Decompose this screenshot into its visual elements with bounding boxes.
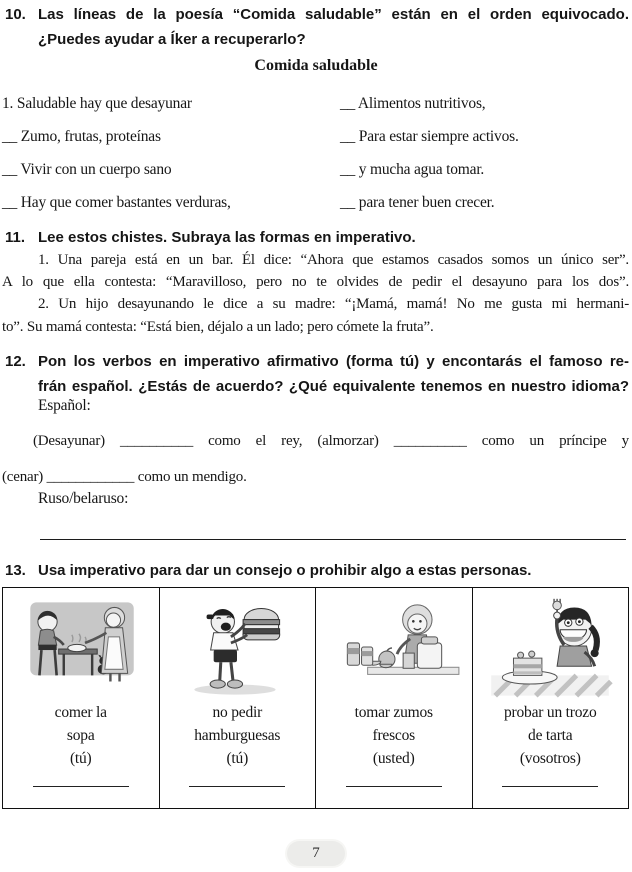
card-answer-blank [33,786,129,787]
poem-line-right: __ Para estar siempre activos. [340,128,519,145]
poem-row [2,191,629,224]
girl-eating-cake-illustration [479,594,621,700]
refrain-line-1: (Desayunar) __________ como el rey, (almorzar) __________ como un príncipe y [33,433,629,449]
caption-line: (tú) [69,750,92,767]
caption-line: no pedir [212,704,263,721]
card-no-pedir-hamburguesas [159,588,316,808]
answer-line [40,526,626,540]
spanish-label: Español: [38,397,91,414]
card-caption [55,701,107,770]
card-answer-blank [189,786,285,787]
exercise-12-title-line-1: Pon los verbos en imperativo afirmativo (forma tú) y encontarás el famoso re- [38,353,629,370]
caption-line: (vosotros) [519,750,581,767]
exercise-12-heading [2,350,629,399]
caption-line: frescos [372,727,415,744]
caption-line: (usted) [372,750,415,767]
poem-line-left: __ Vivir con un cuerpo sano [2,161,172,178]
joke-2-line-1: 2. Un hijo desayunando le dice a su madre: “¡Mamá, mamá! No me gusta mi hermani- [38,296,629,313]
card-caption [504,701,597,770]
exercise-13-number: 13. [5,562,26,579]
poem-line-right: __ Alimentos nutritivos, [340,95,486,112]
jokes-text [2,249,629,338]
poem-row [2,158,629,191]
joke-1-line-2: A lo que ella contesta: “Maravilloso, pero no te olvides de pedir el desayuno para los dos”. [2,274,629,291]
exercise-13-title: Usa imperativo para dar un consejo o prohibir algo a estas personas. [38,562,532,579]
poem-lines [2,92,629,224]
page-number: 7 [312,845,320,861]
russian-label: Ruso/belaruso: [38,490,129,507]
refrain-line-2: (cenar) ____________ como un mendigo. [2,469,247,485]
exercise-10-title-line-1: Las líneas de la poesía “Comida saludable” están en el orden equivocado. [38,6,629,23]
caption-line: de tarta [528,727,573,744]
poem-row [2,92,629,125]
imperative-cards-table [2,587,629,809]
card-answer-blank [502,786,598,787]
page-number-badge [287,841,345,866]
boy-with-hamburger-illustration [166,594,308,700]
card-caption [194,701,280,770]
card-comer-la-sopa [3,588,159,808]
card-caption [355,701,433,770]
poem-line-right: __ y mucha agua tomar. [340,161,485,178]
exercise-12-number: 12. [5,353,26,370]
poem-line-left: __ Zumo, frutas, proteínas [2,128,161,145]
poem-row [2,125,629,158]
woman-making-juice-illustration [323,594,465,700]
card-probar-un-trozo-de-tarta [472,588,629,808]
exercise-11-title: Lee estos chistes. Subraya las formas en imperativo. [38,229,416,246]
joke-2-line-2: to”. Su mamá contesta: “Está bien, déjalo a un lado; pero cómete la fruta”. [2,318,434,335]
caption-line: sopa [66,727,95,744]
card-answer-blank [346,786,442,787]
exercise-12-title-line-2: frán español. ¿Estás de acuerdo? ¿Qué equivalente tenemos en nuestro idioma? [38,377,629,395]
poem-title: Comida saludable [254,57,378,74]
exercise-10-heading [2,3,629,52]
boy-eating-soup-illustration [10,594,152,700]
joke-1-line-1: 1. Una pareja está en un bar. Él dice: “Ahora que estamos casados somos un único ser”. [38,252,629,268]
exercise-11-number: 11. [5,229,26,246]
caption-line: tomar zumos [354,704,433,721]
poem-line-left: __ Hay que comer bastantes verduras, [2,194,231,211]
card-tomar-zumos-frescos [315,588,472,808]
exercise-11-heading [2,226,629,251]
exercise-13-heading [2,559,629,584]
exercise-10-number: 10. [5,6,26,23]
caption-line: (tú) [226,750,249,767]
poem-line-right: __ para tener buen crecer. [340,194,495,211]
caption-line: probar un trozo [503,704,597,721]
caption-line: comer la [54,704,107,721]
exercise-10-title-line-2: ¿Puedes ayudar a Íker a recuperarlo? [38,30,306,48]
caption-line: hamburguesas [194,727,281,744]
poem-line-left: 1. Saludable hay que desayunar [2,95,192,112]
